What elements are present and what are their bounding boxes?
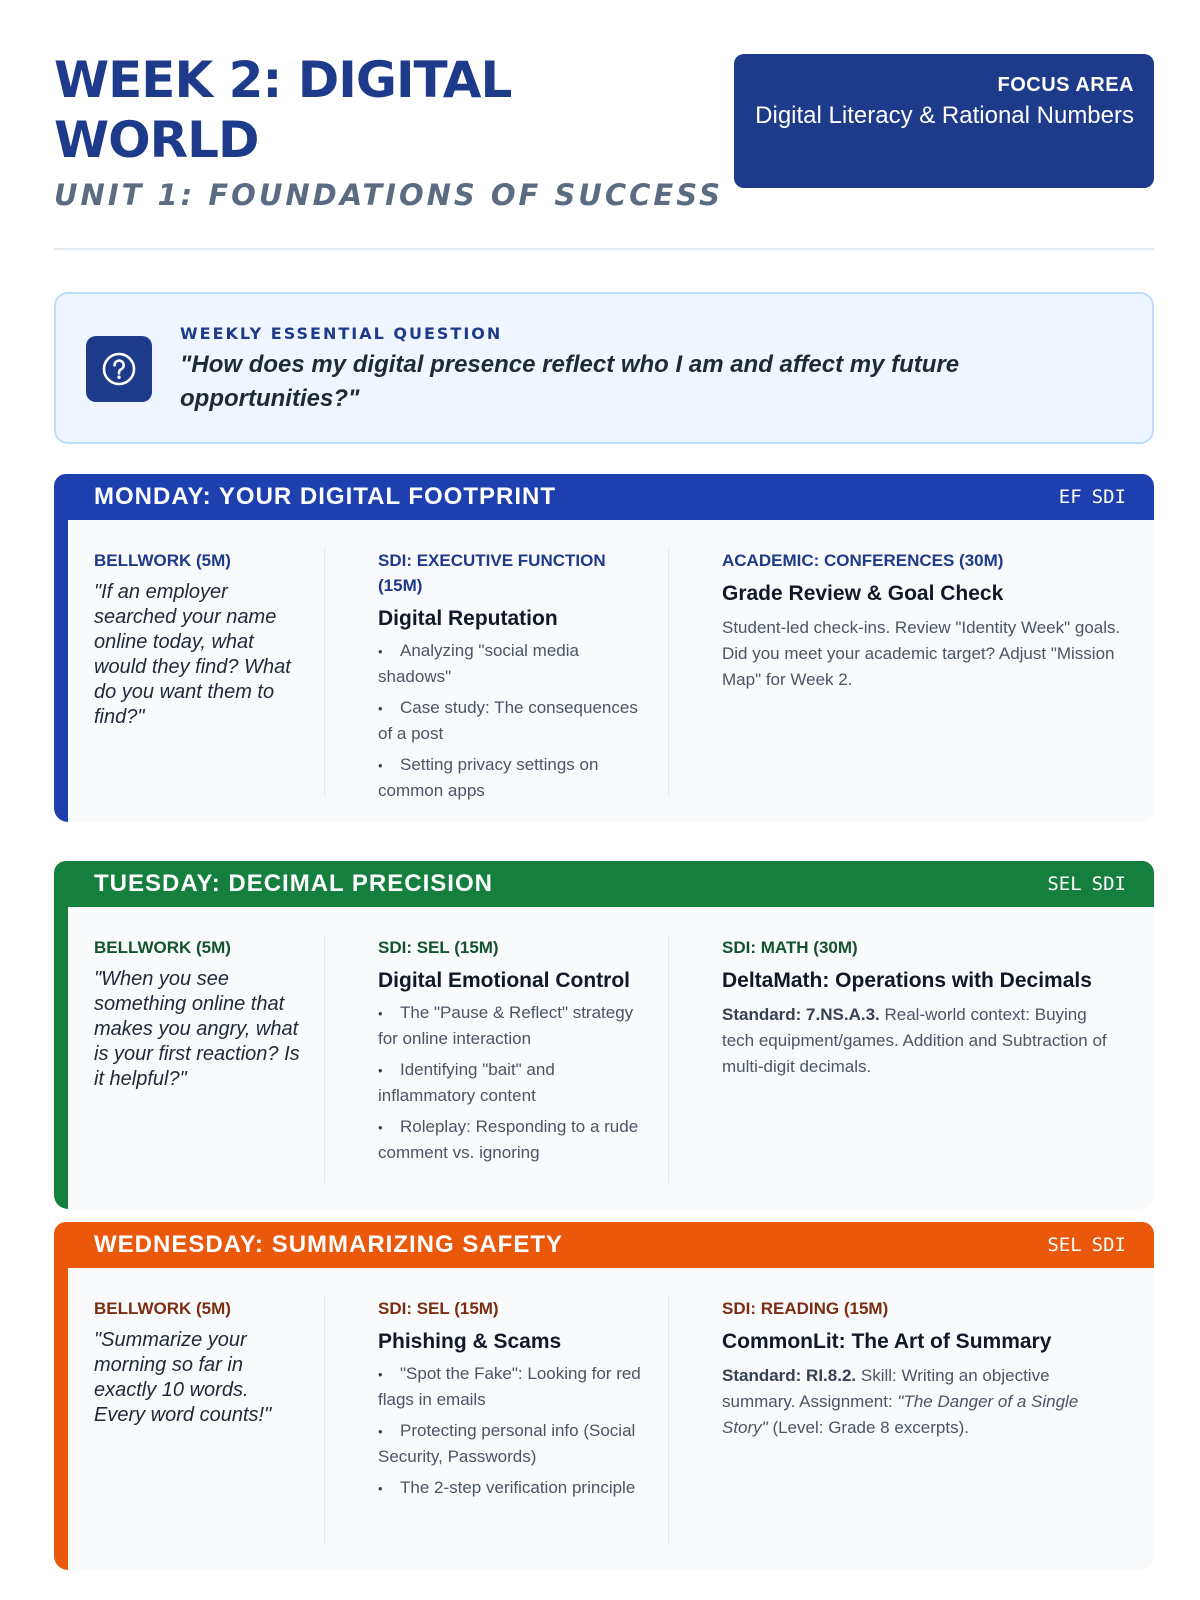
- day-body: [54, 907, 1154, 1209]
- day-title: WEDNESDAY: SUMMARIZING SAFETY: [94, 1231, 564, 1258]
- bellwork-prompt: "Summarize your morning so far in exactly 10 words. Every word counts!": [94, 1329, 272, 1426]
- unit-subtitle: UNIT 1: FOUNDATIONS OF SUCCESS: [54, 178, 723, 212]
- focus-area-text: Digital Literacy & Rational Numbers: [755, 102, 1134, 129]
- bellwork-column: [94, 548, 294, 730]
- bellwork-label: BELLWORK (5M): [94, 938, 231, 957]
- column-divider: [668, 1296, 669, 1544]
- description-text: Real-world context: Buying tech equipment/games. Addition and Subtraction of multi-digit decimals.: [722, 1005, 1107, 1076]
- list-item: • Identifying "bait" and inflammatory content: [378, 1057, 653, 1108]
- day-tags: [1047, 873, 1126, 895]
- academic-column: [722, 1296, 1122, 1441]
- header-divider: [54, 248, 1154, 250]
- sdi-bullets: [378, 1361, 643, 1501]
- academic-title: Grade Review & Goal Check: [722, 582, 1004, 605]
- tag: SDI: [1091, 1234, 1126, 1256]
- tag: SEL: [1047, 873, 1082, 895]
- day-header: [54, 474, 1154, 520]
- sdi-title: Digital Emotional Control: [378, 969, 630, 992]
- day-card-tuesday: [54, 861, 1154, 1209]
- day-card-monday: [54, 474, 1154, 822]
- list-item: • Protecting personal info (Social Security, Passwords): [378, 1418, 643, 1469]
- description-text: Skill: Writing an objective summary. Assignment:: [722, 1366, 1050, 1411]
- page-header: [54, 0, 1154, 250]
- day-title: MONDAY: YOUR DIGITAL FOOTPRINT: [94, 483, 557, 510]
- academic-description: [722, 1363, 1122, 1441]
- bellwork-column: [94, 935, 304, 1092]
- academic-description: Student-led check-ins. Review "Identity Week" goals. Did you meet your academic target? Adjust "Mission Map" for Week 2.: [722, 618, 1121, 689]
- list-item: • Roleplay: Responding to a rude comment vs. ignoring: [378, 1114, 653, 1165]
- column-divider: [324, 548, 325, 796]
- bellwork-prompt: "If an employer searched your name online today, what would they find? What do you want them to find?": [94, 581, 291, 728]
- bellwork-prompt: "When you see something online that makes you angry, what is your first reaction? Is it helpful?": [94, 968, 300, 1090]
- bellwork-label: BELLWORK (5M): [94, 1299, 231, 1318]
- bellwork-label: BELLWORK (5M): [94, 551, 231, 570]
- day-tags: [1059, 486, 1126, 508]
- question-circle-icon: [86, 336, 152, 402]
- sdi-column: [378, 548, 648, 809]
- assignment-title: "The Danger of a Single Story": [722, 1392, 1079, 1437]
- sdi-label: SDI: SEL (15M): [378, 938, 499, 957]
- sdi-label: SDI: SEL (15M): [378, 1299, 499, 1318]
- essential-question-box: [54, 292, 1154, 444]
- tag: EF: [1058, 486, 1082, 508]
- focus-area-box: [734, 54, 1154, 188]
- academic-title: DeltaMath: Operations with Decimals: [722, 969, 1092, 992]
- list-item: • "Spot the Fake": Looking for red flags in emails: [378, 1361, 643, 1412]
- academic-label: SDI: MATH (30M): [722, 938, 858, 957]
- page-title: WEEK 2: DIGITAL WORLD: [54, 51, 512, 169]
- description-text-end: (Level: Grade 8 excerpts).: [767, 1418, 969, 1437]
- tag: SDI: [1091, 486, 1126, 508]
- column-divider: [668, 548, 669, 796]
- academic-column: [722, 935, 1122, 1080]
- list-item: • Analyzing "social media shadows": [378, 638, 648, 689]
- sdi-title: Digital Reputation: [378, 607, 558, 630]
- focus-area-label: FOCUS AREA: [997, 74, 1134, 96]
- academic-title: CommonLit: The Art of Summary: [722, 1330, 1052, 1353]
- column-divider: [324, 935, 325, 1183]
- day-title: TUESDAY: DECIMAL PRECISION: [94, 870, 493, 897]
- day-header: [54, 861, 1154, 907]
- academic-description: [722, 1002, 1122, 1080]
- list-item: • Case study: The consequences of a post: [378, 695, 648, 746]
- column-divider: [668, 935, 669, 1183]
- sdi-bullets: [378, 1000, 653, 1165]
- sdi-column: [378, 1296, 643, 1507]
- sdi-bullets: [378, 638, 648, 803]
- bellwork-column: [94, 1296, 294, 1428]
- list-item: • Setting privacy settings on common apps: [378, 752, 648, 803]
- column-divider: [324, 1296, 325, 1544]
- academic-column: [722, 548, 1122, 693]
- list-item: • The "Pause & Reflect" strategy for online interaction: [378, 1000, 653, 1051]
- sdi-label: SDI: EXECUTIVE FUNCTION (15M): [378, 551, 606, 595]
- day-body: [54, 520, 1154, 822]
- tag: SEL: [1047, 1234, 1082, 1256]
- day-card-wednesday: [54, 1222, 1154, 1570]
- essential-question-text: "How does my digital presence reflect who I am and affect my future opportunities?": [180, 351, 960, 412]
- academic-label: ACADEMIC: CONFERENCES (30M): [722, 551, 1004, 570]
- day-tags: [1047, 1234, 1126, 1256]
- academic-label: SDI: READING (15M): [722, 1299, 889, 1318]
- day-header: [54, 1222, 1154, 1268]
- day-body: [54, 1268, 1154, 1570]
- standard-code: Standard: 7.NS.A.3.: [722, 1005, 880, 1024]
- standard-code: Standard: RI.8.2.: [722, 1366, 857, 1385]
- sdi-column: [378, 935, 653, 1171]
- list-item: • The 2-step verification principle: [378, 1475, 643, 1501]
- tag: SDI: [1091, 873, 1126, 895]
- sdi-title: Phishing & Scams: [378, 1330, 562, 1353]
- essential-question-label: WEEKLY ESSENTIAL QUESTION: [180, 324, 503, 343]
